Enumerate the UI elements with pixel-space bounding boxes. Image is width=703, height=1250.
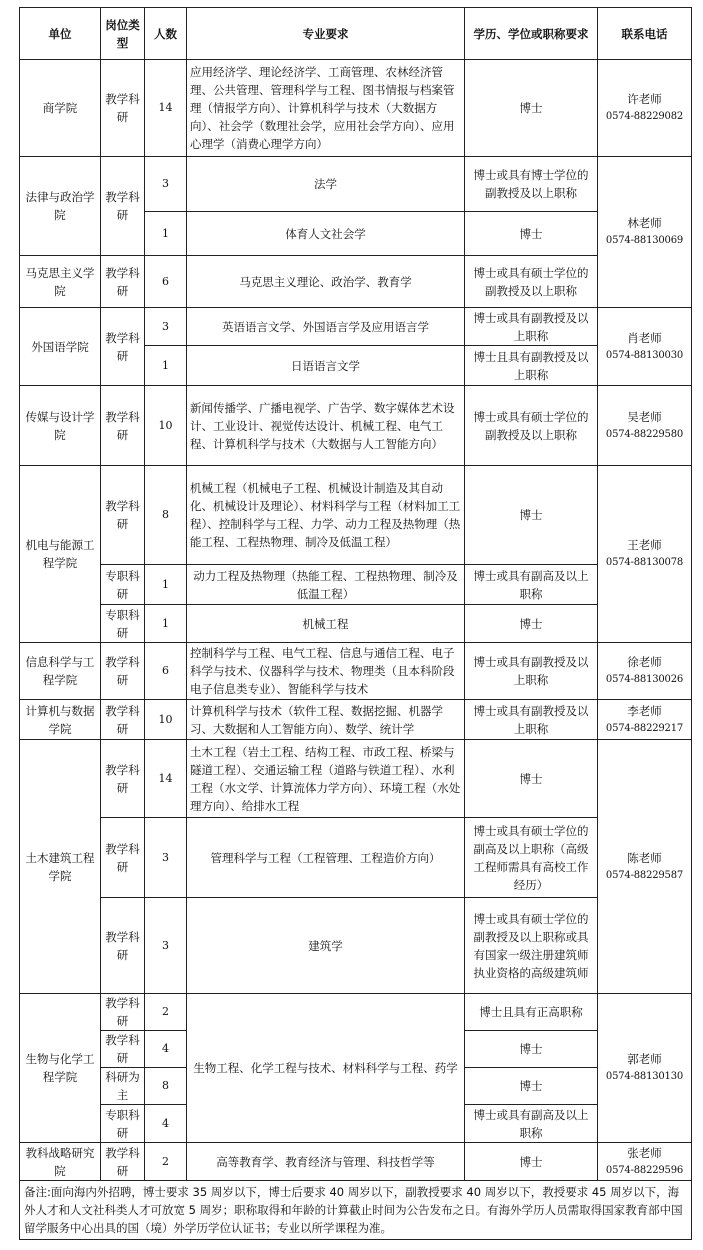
count-cell: 8	[145, 1068, 187, 1105]
major-cell: 建筑学	[187, 898, 465, 994]
count-cell: 1	[145, 212, 187, 256]
count-cell: 3	[145, 818, 187, 898]
contact-cell	[598, 740, 692, 994]
degree-cell: 博士或具有博士学位的副教授及以上职称	[465, 157, 598, 212]
contact-phone: 0574-88130026	[605, 674, 684, 685]
header-degree: 学历、学位或职称要求	[465, 8, 598, 60]
post-type-cell: 教学科研	[101, 466, 145, 565]
post-type-cell: 教学科研	[101, 256, 145, 308]
contact-cell	[598, 386, 692, 466]
post-type-cell: 教学科研	[101, 994, 145, 1031]
degree-cell: 博士且具有正高职称	[465, 994, 598, 1031]
post-type-cell: 专职科研	[101, 565, 145, 605]
unit-cell: 法律与政治学院	[20, 157, 101, 256]
degree-cell: 博士	[465, 1031, 598, 1068]
degree-cell: 博士或具有硕士学位的副教授及以上职称或具有国家一级注册建筑师执业资格的高级建筑师	[465, 898, 598, 994]
post-type-cell: 专职科研	[101, 1105, 145, 1143]
header-unit: 单位	[20, 8, 101, 60]
post-type-cell: 教学科研	[101, 157, 145, 256]
major-cell: 管理科学与工程（工程管理、工程造价方向）	[187, 818, 465, 898]
contact-name: 郭老师	[627, 1052, 662, 1066]
contact-name: 王老师	[627, 538, 662, 552]
degree-cell: 博士	[465, 1068, 598, 1105]
post-type-cell: 教学科研	[101, 308, 145, 386]
unit-cell: 计算机与数据学院	[20, 700, 101, 740]
degree-cell: 博士或具有硕士学位的副教授及以上职称	[465, 256, 598, 308]
post-type-cell: 教学科研	[101, 740, 145, 818]
degree-cell: 博士	[465, 1143, 598, 1181]
unit-cell: 信息科学与工程学院	[20, 643, 101, 700]
post-type-cell: 教学科研	[101, 1031, 145, 1068]
count-cell: 14	[145, 60, 187, 157]
table-row	[20, 818, 692, 898]
contact-cell	[598, 994, 692, 1143]
contact-phone: 0574-88229082	[605, 111, 684, 122]
major-cell: 法学	[187, 157, 465, 212]
recruitment-table	[19, 7, 692, 1240]
contact-phone: 0574-88130130	[605, 1071, 684, 1082]
table-row	[20, 565, 692, 605]
count-cell: 3	[145, 898, 187, 994]
table-row	[20, 643, 692, 700]
contact-phone: 0574-88130078	[605, 557, 684, 568]
post-type-cell: 教学科研	[101, 898, 145, 994]
contact-cell	[598, 60, 692, 157]
contact-name: 徐老师	[627, 655, 662, 669]
count-cell: 4	[145, 1031, 187, 1068]
major-cell: 土木工程（岩土工程、结构工程、市政工程、桥梁与隧道工程）、交通运输工程（道路与铁道工程）、水利工程（水文学、计算流体力学方向）、环境工程（水处理方向）、给排水工程	[187, 740, 465, 818]
major-cell: 日语语言文学	[187, 346, 465, 386]
contact-cell	[598, 466, 692, 643]
header-count: 人数	[145, 8, 187, 60]
post-type-cell: 教学科研	[101, 643, 145, 700]
table-row	[20, 60, 692, 157]
header-major: 专业要求	[187, 8, 465, 60]
degree-cell: 博士且具有副教授及以上职称	[465, 346, 598, 386]
contact-phone: 0574-88229580	[605, 428, 684, 440]
contact-name: 李老师	[627, 703, 662, 718]
contact-name: 吴老师	[627, 409, 662, 424]
major-cell: 计算机科学与技术（软件工程、数据挖掘、机器学习、大数据和人工智能方向）、数学、统计学	[187, 700, 465, 740]
table-row	[20, 700, 692, 740]
table-row	[20, 466, 692, 565]
note-row	[20, 1181, 692, 1240]
contact-phone: 0574-88130030	[605, 349, 684, 361]
unit-cell: 马克思主义学院	[20, 256, 101, 308]
count-cell: 14	[145, 740, 187, 818]
contact-cell	[598, 308, 692, 386]
post-type-cell: 教学科研	[101, 386, 145, 466]
unit-cell: 教科战略研究院	[20, 1143, 101, 1181]
contact-cell	[598, 643, 692, 700]
count-cell: 3	[145, 157, 187, 212]
major-cell: 体育人文社会学	[187, 212, 465, 256]
major-cell: 新闻传播学、广播电视学、广告学、数字媒体艺术设计、工业设计、视觉传达设计、机械工程、电气工程、计算机科学与技术（大数据与人工智能方向）	[187, 386, 465, 466]
degree-cell: 博士	[465, 60, 598, 157]
unit-cell: 传媒与设计学院	[20, 386, 101, 466]
degree-cell: 博士或具有副高及以上职称	[465, 565, 598, 605]
major-cell: 应用经济学、理论经济学、工商管理、农林经济管理、公共管理、管理科学与工程、图书情报与档案管理（情报学方向）、计算机科学与技术（大数据方向）、社会学（数理社会学，应用社会学方向）、应用心理学（消费心理学方向）	[187, 60, 465, 157]
count-cell: 6	[145, 643, 187, 700]
header-post-type: 岗位类型	[101, 8, 145, 60]
count-cell: 8	[145, 466, 187, 565]
degree-cell: 博士或具有副教授及以上职称	[465, 643, 598, 700]
unit-cell: 外国语学院	[20, 308, 101, 386]
count-cell: 2	[145, 994, 187, 1031]
table-row	[20, 308, 692, 346]
header-row	[20, 8, 692, 60]
table-row	[20, 898, 692, 994]
count-cell: 10	[145, 700, 187, 740]
contact-cell	[598, 1143, 692, 1181]
contact-name: 陈老师	[627, 850, 662, 865]
note-text: 备注:面向海内外招聘，博士要求 35 周岁以下，博士后要求 40 周岁以下，副教授要求 40 周岁以下，教授要求 45 周岁以下，海外人才和人文社科类人才可放宽 5 周岁；职称取得和年龄的计算截止时间为公告发布之日。有海外学历人员需取得国家教育部中国留学服务中心出具的国（境）外学历学位认证书；专业以所学课程为准。	[20, 1181, 692, 1240]
count-cell: 4	[145, 1105, 187, 1143]
count-cell: 1	[145, 605, 187, 643]
major-cell: 高等教育学、教育经济与管理、科技哲学等	[187, 1143, 465, 1181]
major-cell: 英语语言文学、外国语言学及应用语言学	[187, 308, 465, 346]
count-cell: 10	[145, 386, 187, 466]
post-type-cell: 教学科研	[101, 1143, 145, 1181]
table-row	[20, 1143, 692, 1181]
degree-cell: 博士或具有硕士学位的副教授及以上职称	[465, 386, 598, 466]
degree-cell: 博士或具有硕士学位的副高及以上职称（高级工程师需具有高校工作经历）	[465, 818, 598, 898]
major-cell: 马克思主义理论、政治学、教育学	[187, 256, 465, 308]
degree-cell: 博士或具有副教授及以上职称	[465, 308, 598, 346]
count-cell: 2	[145, 1143, 187, 1181]
count-cell: 1	[145, 346, 187, 386]
post-type-cell: 科研为主	[101, 1068, 145, 1105]
contact-name: 林老师	[627, 216, 662, 230]
post-type-cell: 教学科研	[101, 700, 145, 740]
contact-phone: 0574-88229217	[605, 722, 684, 734]
major-cell: 机械工程（机械电子工程、机械设计制造及其自动化、机械设计及理论）、材料科学与工程（材料加工工程）、控制科学与工程、力学、动力工程及热物理（热能工程、工程热物理、制冷及低温工程）	[187, 466, 465, 565]
count-cell: 6	[145, 256, 187, 308]
contact-name: 许老师	[627, 92, 662, 106]
post-type-cell: 专职科研	[101, 605, 145, 643]
contact-phone: 0574-88229587	[605, 869, 684, 881]
table-row	[20, 386, 692, 466]
major-cell: 动力工程及热物理（热能工程、工程热物理、制冷及低温工程）	[187, 565, 465, 605]
degree-cell: 博士	[465, 466, 598, 565]
degree-cell: 博士	[465, 212, 598, 256]
degree-cell: 博士	[465, 605, 598, 643]
table-row	[20, 740, 692, 818]
contact-cell	[598, 700, 692, 740]
table-row	[20, 994, 692, 1031]
major-cell: 控制科学与工程、电气工程、信息与通信工程、电子科学与技术、仪器科学与技术、物理类（且本科阶段电子信息类专业）、智能科学与技术	[187, 643, 465, 700]
table-row	[20, 605, 692, 643]
table-row	[20, 256, 692, 308]
post-type-cell: 教学科研	[101, 60, 145, 157]
major-cell: 机械工程	[187, 605, 465, 643]
count-cell: 3	[145, 308, 187, 346]
unit-cell: 机电与能源工程学院	[20, 466, 101, 643]
count-cell: 1	[145, 565, 187, 605]
contact-name: 张老师	[627, 1145, 662, 1160]
contact-phone: 0574-88130069	[605, 235, 684, 246]
degree-cell: 博士或具有副高及以上职称	[465, 1105, 598, 1143]
post-type-cell: 教学科研	[101, 818, 145, 898]
unit-cell: 商学院	[20, 60, 101, 157]
contact-cell	[598, 157, 692, 308]
table-row	[20, 157, 692, 212]
contact-phone: 0574-88229596	[605, 1164, 684, 1176]
unit-cell: 生物与化学工程学院	[20, 994, 101, 1143]
degree-cell: 博士或具有副教授及以上职称	[465, 700, 598, 740]
unit-cell: 土木建筑工程学院	[20, 740, 101, 994]
contact-name: 肖老师	[627, 330, 662, 345]
degree-cell: 博士	[465, 740, 598, 818]
header-contact: 联系电话	[598, 8, 692, 60]
major-cell: 生物工程、化学工程与技术、材料科学与工程、药学	[187, 994, 465, 1143]
